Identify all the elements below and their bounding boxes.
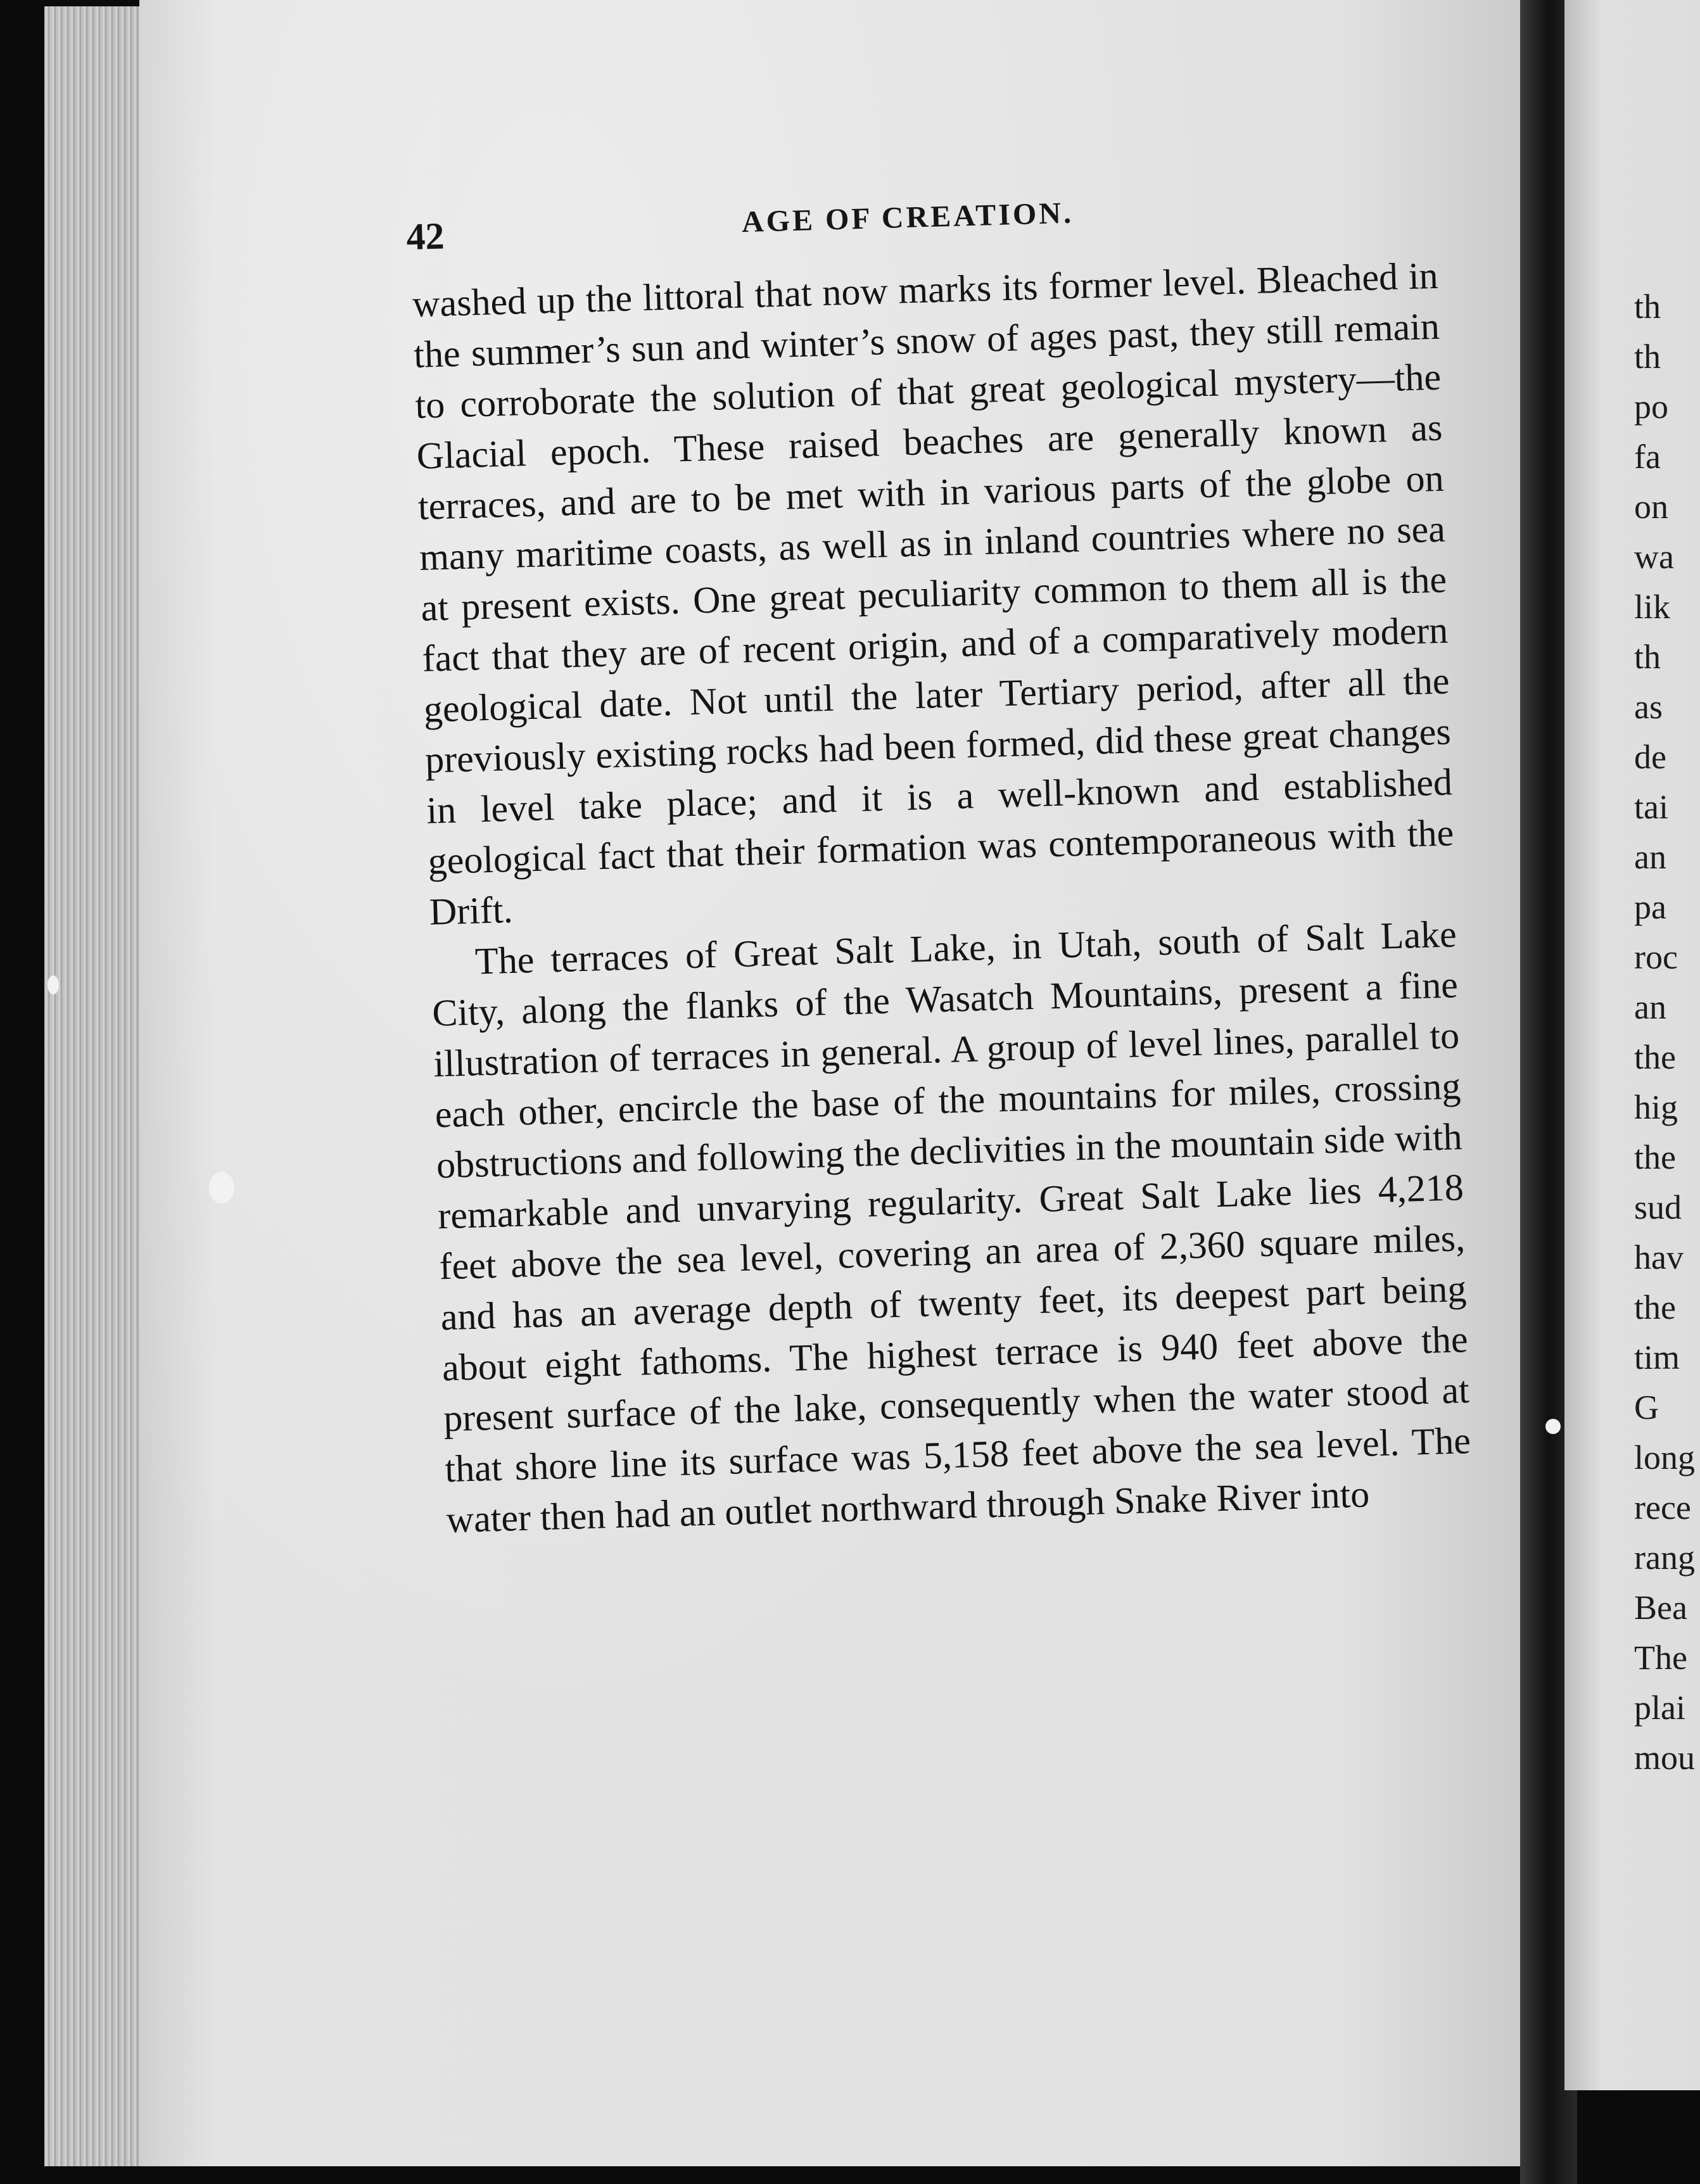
facing-line-fragment: tai	[1634, 788, 1668, 826]
scan-speck	[209, 1172, 234, 1203]
facing-line-fragment: Bea	[1634, 1589, 1687, 1627]
facing-line-fragment: fa	[1634, 438, 1661, 476]
running-head: AGE OF CREATION.	[741, 196, 1074, 239]
page-number: 42	[405, 215, 445, 258]
facing-line-fragment: sud	[1634, 1188, 1682, 1226]
facing-line-fragment: th	[1634, 288, 1661, 326]
facing-line-fragment: th	[1634, 638, 1661, 676]
facing-page-text	[1634, 282, 1695, 1783]
facing-line-fragment: lik	[1634, 588, 1671, 626]
facing-line-fragment: tim	[1634, 1338, 1680, 1376]
facing-line-fragment: G	[1634, 1388, 1659, 1426]
body-text	[412, 250, 1473, 1545]
facing-line-fragment: de	[1634, 738, 1666, 776]
facing-line-fragment: the	[1634, 1038, 1676, 1076]
facing-line-fragment: plai	[1634, 1689, 1685, 1727]
facing-line-fragment: the	[1634, 1138, 1676, 1176]
scan-speck	[1545, 1419, 1561, 1434]
facing-line-fragment: on	[1634, 488, 1668, 526]
facing-line-fragment: hav	[1634, 1238, 1684, 1276]
facing-line-fragment: rece	[1634, 1489, 1691, 1527]
facing-line-fragment: po	[1634, 388, 1668, 426]
facing-line-fragment: rang	[1634, 1539, 1695, 1577]
facing-line-fragment: as	[1634, 688, 1663, 726]
paragraph-1: washed up the littoral that now marks its former level. Bleached in the summer’s sun and winter’s snow of ages past, they still remain to corroborate the solution of that great geological mystery—the Glacial epoch. These raised beaches are generally known as terraces, and are to be met with in various parts of the globe on many maritime coasts, as well as in inland countries where no sea at present exists. One great peculiarity common to them all is the fact that they are of recent origin, and of a comparatively modern geological date. Not until the later Tertiary period, after all the previously existing rocks had been formed, did these great changes in level take place; and it is a well-known and established geological fact that their formation was contemporaneous with the Drift.	[412, 254, 1454, 933]
facing-line-fragment: long	[1634, 1438, 1696, 1476]
paragraph-2: The terraces of Great Salt Lake, in Utah, south of Salt Lake City, along the flanks of the Wasatch Mountains, present a fine illustration of terraces in general. A group of level lines, parallel to each other, encircle the base of the mountains for miles, crossing obstructions and following the declivities in the mountain side with remarkable and unvarying regularity. Great Salt Lake lies 4,218 feet above the sea level, covering an area of 2,360 square miles, and has an average depth of twenty feet, its deepest part being about eight fathoms. The highest terrace is 940 feet above the present surface of the lake, consequently when the water stood at that shore line its surface was 5,158 feet above the sea level. The water then had an outlet northward through Snake River into	[431, 913, 1471, 1541]
facing-line-fragment: roc	[1634, 938, 1678, 976]
facing-line-fragment: an	[1634, 988, 1666, 1026]
facing-line-fragment: hig	[1634, 1088, 1678, 1126]
scan-speck	[48, 975, 59, 994]
facing-line-fragment: an	[1634, 838, 1666, 876]
facing-line-fragment: The	[1634, 1639, 1687, 1677]
facing-line-fragment: the	[1634, 1288, 1676, 1326]
facing-line-fragment: th	[1634, 338, 1661, 376]
facing-line-fragment: pa	[1634, 888, 1666, 926]
facing-line-fragment: wa	[1634, 538, 1674, 576]
facing-line-fragment: mou	[1634, 1739, 1696, 1777]
